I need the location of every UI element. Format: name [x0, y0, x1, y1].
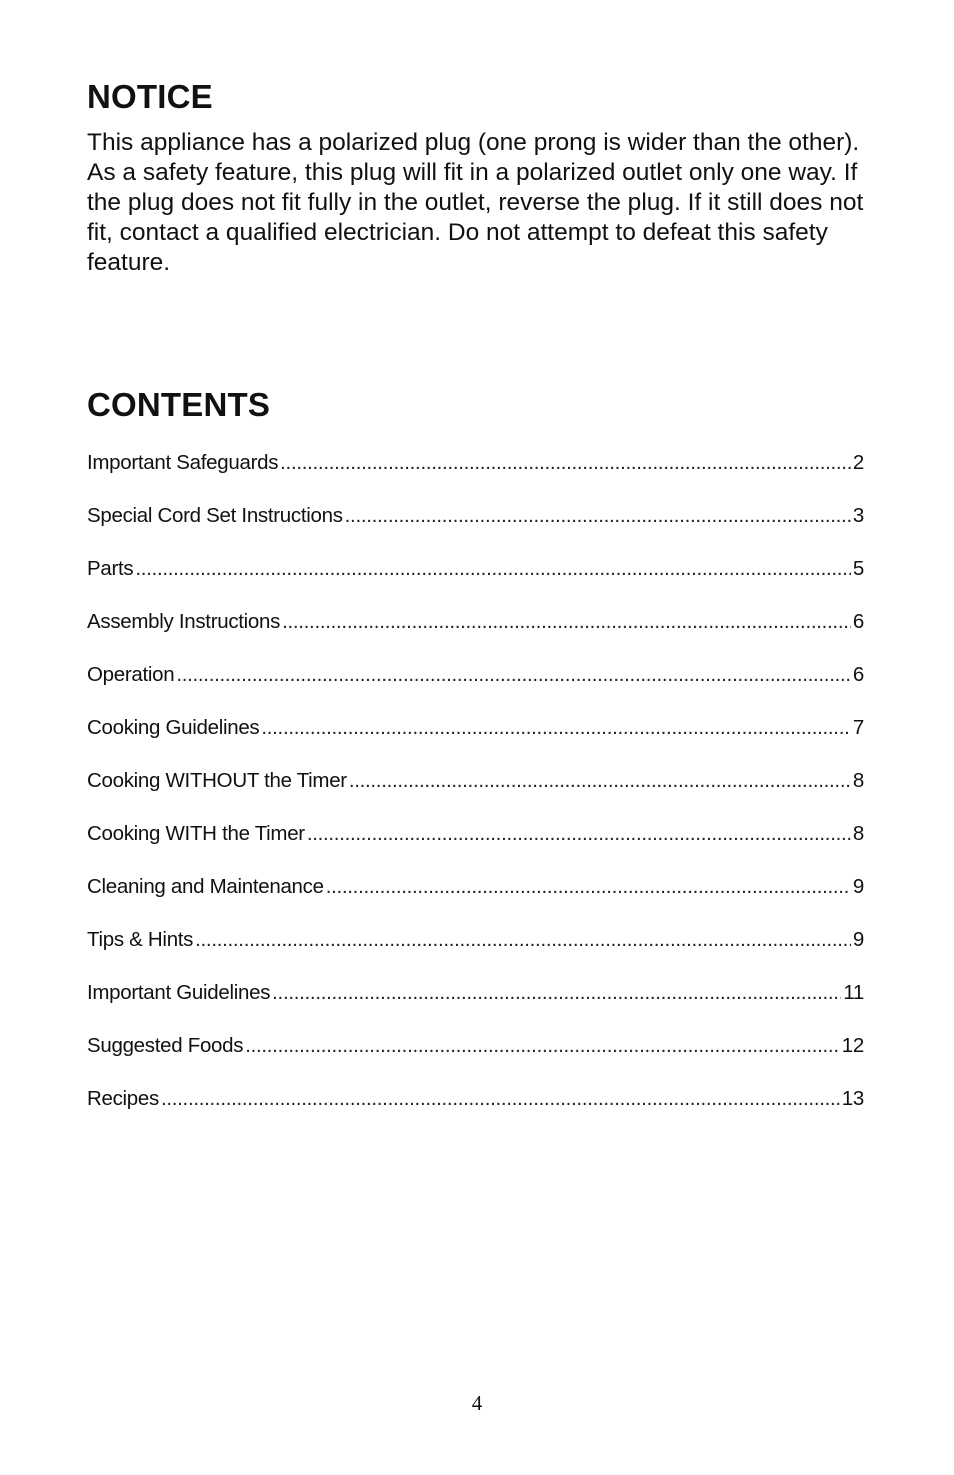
toc-dot-leader [161, 1087, 840, 1111]
toc-dot-leader [245, 1034, 840, 1058]
toc-entry-page: 6 [852, 610, 864, 633]
toc-entry-page: 8 [852, 769, 864, 792]
toc-entry-cooking-with-timer [87, 822, 864, 875]
toc-entry-title: Parts [87, 557, 134, 580]
toc-entry-page: 8 [852, 822, 864, 845]
toc-dot-leader [326, 875, 851, 899]
toc-entry-special-cord-set-instructions [87, 504, 864, 557]
toc-entry-title: Operation [87, 663, 175, 686]
toc-dot-leader [280, 451, 851, 475]
notice-heading: NOTICE [87, 78, 213, 115]
toc-entry-cooking-guidelines [87, 716, 864, 769]
toc-entry-assembly-instructions [87, 610, 864, 663]
toc-entry-page: 2 [852, 451, 864, 474]
toc-entry-title: Important Safeguards [87, 451, 279, 474]
toc-entry-title: Important Guidelines [87, 981, 271, 1004]
page-number: 4 [471, 1391, 483, 1415]
toc-entry-important-safeguards [87, 451, 864, 504]
toc-entry-operation [87, 663, 864, 716]
toc-entry-title: Assembly Instructions [87, 610, 281, 633]
toc-dot-leader [307, 822, 851, 846]
toc-entry-recipes [87, 1087, 864, 1140]
toc-entry-page: 13 [841, 1087, 864, 1110]
toc-dot-leader [176, 663, 851, 687]
toc-dot-leader [345, 504, 851, 528]
toc-entry-page: 3 [852, 504, 864, 527]
toc-entry-page: 9 [852, 875, 864, 898]
toc-entry-page: 11 [843, 981, 864, 1004]
toc-entry-title: Suggested Foods [87, 1034, 244, 1057]
toc-entry-important-guidelines [87, 981, 864, 1034]
toc-entry-cleaning-and-maintenance [87, 875, 864, 928]
toc-entry-cooking-without-timer [87, 769, 864, 822]
toc-entry-title: Recipes [87, 1087, 159, 1110]
toc-entry-title: Cooking WITH the Timer [87, 822, 305, 845]
toc-entry-page: 7 [852, 716, 864, 739]
toc-dot-leader [272, 981, 841, 1005]
contents-heading: CONTENTS [87, 386, 271, 423]
toc-entry-page: 12 [841, 1034, 864, 1057]
toc-entry-title: Cooking Guidelines [87, 716, 260, 739]
table-of-contents [87, 451, 864, 1140]
toc-dot-leader [135, 557, 851, 581]
toc-entry-page: 6 [852, 663, 864, 686]
toc-entry-parts [87, 557, 864, 610]
toc-entry-suggested-foods [87, 1034, 864, 1087]
toc-entry-tips-and-hints [87, 928, 864, 981]
notice-body: This appliance has a polarized plug (one prong is wider than the other). As a safety feature, this plug will fit in a polarized outlet only one way. If the plug does not fit fully in the outlet, reverse the plug. If it still does not fit, contact a qualified electrician. Do not attempt to defeat this safety feature. [87, 129, 864, 276]
toc-entry-page: 5 [852, 557, 864, 580]
toc-dot-leader [261, 716, 851, 740]
toc-entry-title: Cooking WITHOUT the Timer [87, 769, 347, 792]
toc-entry-title: Tips & Hints [87, 928, 194, 951]
toc-entry-title: Cleaning and Maintenance [87, 875, 324, 898]
toc-dot-leader [282, 610, 851, 634]
toc-dot-leader [195, 928, 851, 952]
toc-dot-leader [349, 769, 851, 793]
toc-entry-title: Special Cord Set Instructions [87, 504, 343, 527]
toc-entry-page: 9 [852, 928, 864, 951]
